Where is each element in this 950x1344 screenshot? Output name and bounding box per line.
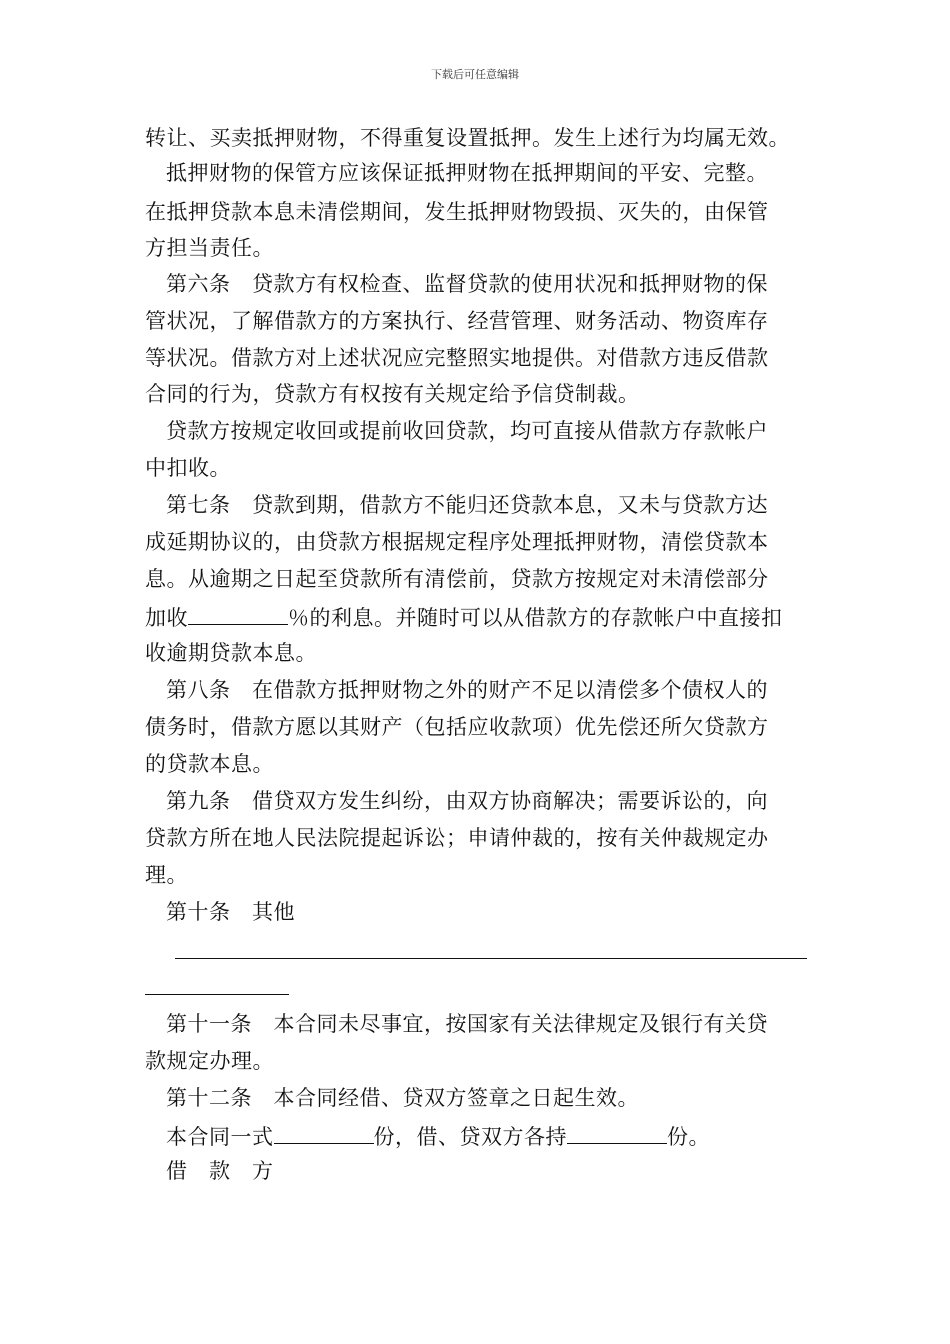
text-line-with-blank	[145, 606, 783, 629]
text-line: 第六条 贷款方有权检查、监督贷款的使用状况和抵押财物的保	[166, 272, 768, 296]
text-line: 收逾期贷款本息。	[145, 641, 317, 665]
text-line: 款规定办理。	[145, 1049, 274, 1073]
text-line: 管状况，了解借款方的方案执行、经营管理、财务活动、物资库存	[145, 309, 769, 333]
text-segment: 份，借、贷双方各持	[373, 1125, 567, 1149]
text-line: 在抵押贷款本息未清偿期间，发生抵押财物毁损、灭失的，由保管	[145, 200, 769, 224]
fill-blank	[274, 1125, 374, 1144]
text-line: 第十二条 本合同经借、贷双方签章之日起生效。	[166, 1086, 639, 1110]
text-line: 合同的行为，贷款方有权按有关规定给予信贷制裁。	[145, 382, 640, 406]
signature-label: 借 款 方	[166, 1159, 274, 1183]
fill-line	[175, 958, 807, 959]
text-line: 贷款方按规定收回或提前收回贷款，均可直接从借款方存款帐户	[166, 419, 768, 443]
text-line: 息。从逾期之日起至贷款所有清偿前，贷款方按规定对未清偿部分	[145, 567, 769, 591]
text-line: 第七条 贷款到期，借款方不能归还贷款本息，又未与贷款方达	[166, 493, 768, 517]
text-line: 理。	[145, 863, 188, 887]
text-line: 中扣收。	[145, 456, 231, 480]
text-line: 第九条 借贷双方发生纠纷，由双方协商解决；需要诉讼的，向	[166, 789, 768, 813]
text-segment: 加收	[145, 606, 188, 630]
text-line: 成延期协议的，由贷款方根据规定程序处理抵押财物，清偿贷款本	[145, 530, 769, 554]
text-line: 抵押财物的保管方应该保证抵押财物在抵押期间的平安、完整。	[166, 161, 768, 185]
text-line-with-blanks	[166, 1125, 710, 1148]
text-line: 的贷款本息。	[145, 752, 274, 776]
text-line: 债务时，借款方愿以其财产（包括应收款项）优先偿还所欠贷款方	[145, 715, 769, 739]
fill-line	[145, 994, 289, 995]
fill-blank	[567, 1125, 667, 1144]
text-segment: 份。	[667, 1125, 710, 1149]
text-line: 第十条 其他	[166, 900, 295, 924]
text-line: 第八条 在借款方抵押财物之外的财产不足以清偿多个债权人的	[166, 678, 768, 702]
text-line: 第十一条 本合同未尽事宜，按国家有关法律规定及银行有关贷	[166, 1012, 768, 1036]
text-line: 方担当责任。	[145, 236, 274, 260]
text-segment: 本合同一式	[166, 1125, 274, 1149]
text-line: 转让、买卖抵押财物，不得重复设置抵押。发生上述行为均属无效。	[145, 126, 790, 150]
page-header: 下载后可任意编辑	[431, 68, 519, 81]
text-line: 等状况。借款方对上述状况应完整照实地提供。对借款方违反借款	[145, 346, 769, 370]
text-segment: ％的利息。并随时可以从借款方的存款帐户中直接扣	[288, 606, 783, 630]
fill-blank	[188, 606, 288, 625]
text-line: 贷款方所在地人民法院提起诉讼；申请仲裁的，按有关仲裁规定办	[145, 826, 769, 850]
